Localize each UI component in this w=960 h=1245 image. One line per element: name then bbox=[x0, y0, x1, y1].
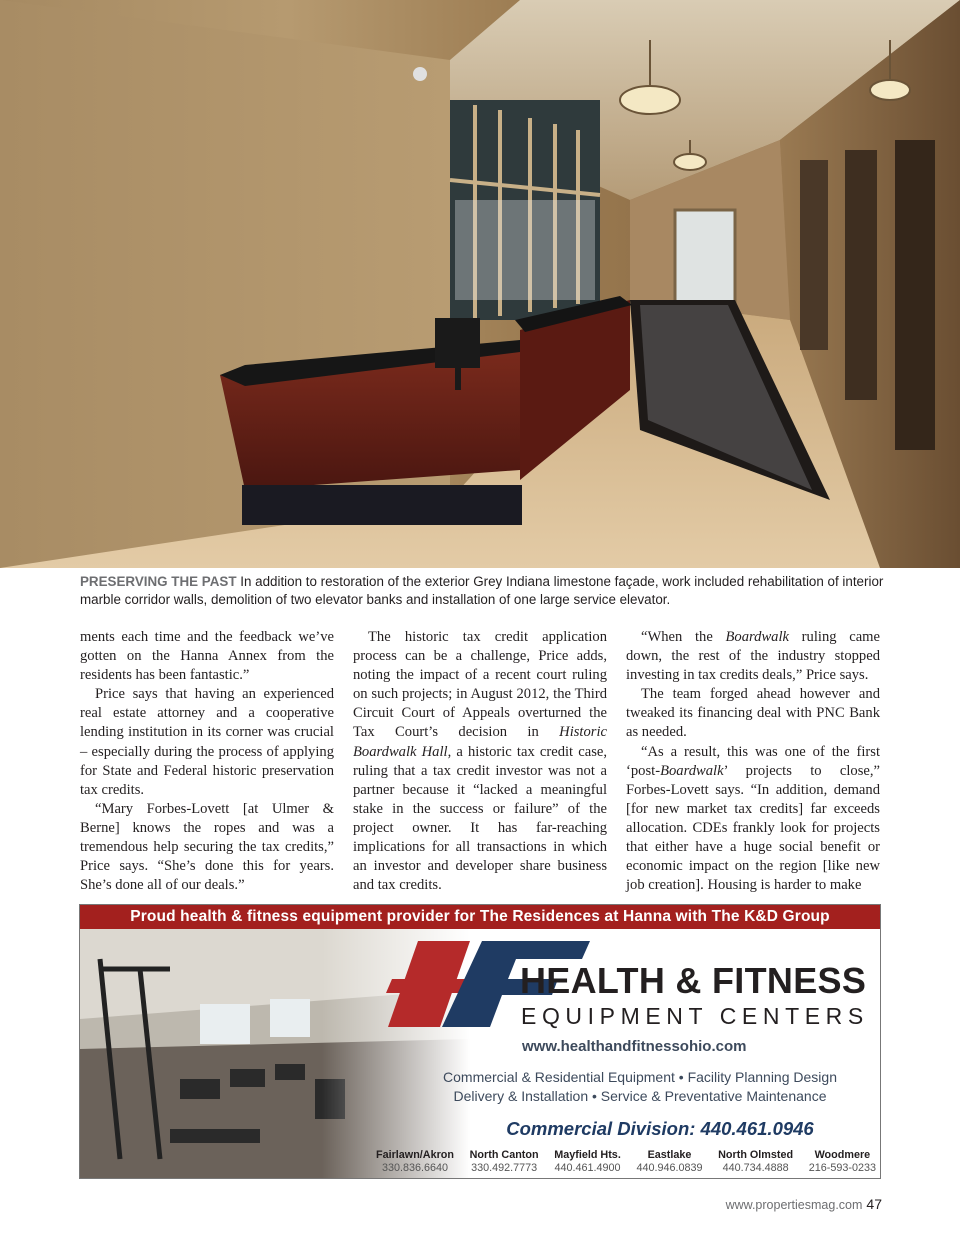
text-run: “As a result, this was one of the first ‘post- bbox=[626, 743, 880, 779]
brand-tagline: EQUIPMENT CENTERS bbox=[521, 1003, 869, 1029]
location-name: Mayfield Hts. bbox=[554, 1149, 621, 1161]
location-phone: 330.836.6640 bbox=[381, 1162, 449, 1174]
location-name: Fairlawn/Akron bbox=[376, 1149, 454, 1161]
case-name: Boardwalk bbox=[725, 629, 790, 645]
page-number: 47 bbox=[866, 1196, 882, 1212]
text-run: The historic tax credit application process can be a challenge, Price adds, noting the impact of a recent court ruling on such projects; in August 2012, the Third Circuit Court of Appeals overturned the Tax Court’s decision in bbox=[353, 629, 607, 741]
location-item bbox=[718, 1149, 793, 1175]
paragraph: “Mary Forbes-Lovett [at Ulmer & Berne] knows the ropes and was a tremendous help securing the tax credits,” Price says. “She’s done this for years. She’s done all of our deals.” bbox=[80, 800, 334, 894]
location-name: Eastlake bbox=[647, 1149, 692, 1161]
page-footer bbox=[726, 1196, 882, 1212]
location-name: North Canton bbox=[469, 1149, 539, 1161]
article-column-1 bbox=[80, 628, 334, 895]
location-item bbox=[636, 1149, 702, 1175]
caption-lead: PRESERVING THE PAST bbox=[80, 574, 237, 589]
location-name: North Olmsted bbox=[718, 1149, 794, 1161]
location-phone: 440.734.4888 bbox=[722, 1162, 789, 1174]
brand-name: HEALTH & FITNESS bbox=[520, 960, 867, 1001]
text-run: “When the bbox=[641, 629, 726, 645]
paragraph: The team forged ahead however and tweaked its financing deal with PNC Bank as needed. bbox=[626, 686, 880, 741]
case-name: Boardwalk bbox=[660, 762, 724, 779]
photo-caption bbox=[80, 573, 886, 609]
article-column-2 bbox=[353, 628, 607, 895]
location-phone: 440.461.4900 bbox=[554, 1162, 621, 1174]
services-line-1: Commercial & Residential Equipment • Facility Planning Design bbox=[443, 1069, 837, 1085]
commercial-division-phone: Commercial Division: 440.461.0946 bbox=[506, 1118, 814, 1139]
lobby-illustration bbox=[0, 0, 960, 568]
location-phone: 330.492.7773 bbox=[471, 1162, 538, 1174]
caption-text: In addition to restoration of the exterior Grey Indiana limestone façade, work included rehabilitation of interior marble corridor walls, demolition of two elevator banks and installation of one large service elevator. bbox=[80, 574, 884, 607]
case-name: Historic Boardwalk Hall bbox=[353, 724, 607, 760]
text-run: , a historic tax credit case, ruling that a tax credit investor was not a partner because it “lacked a meaningful stake in the success or failure” of the project owner. It has far-reaching implications for all transactions in which an investor and developer share business and tax credits. bbox=[353, 743, 607, 894]
article-column-3 bbox=[626, 628, 880, 895]
location-phone: 216-593-0233 bbox=[808, 1162, 876, 1174]
location-item bbox=[376, 1149, 454, 1175]
location-item bbox=[554, 1149, 621, 1175]
services-line-2: Delivery & Installation • Service & Preventative Maintenance bbox=[453, 1088, 827, 1104]
ad-website-link[interactable]: www.healthandfitnessohio.com bbox=[522, 1038, 747, 1055]
text-run: ruling came down, the rest of the industry stopped investing in tax credits deals,” Price says. bbox=[626, 629, 880, 684]
ad-banner: Proud health & fitness equipment provider for The Residences at Hanna with The K&D Group bbox=[80, 905, 880, 929]
fitness-advertisement bbox=[79, 904, 881, 1179]
location-name: Woodmere bbox=[814, 1149, 871, 1161]
text-run: ’ projects to close,” Forbes-Lovett says. “In addition, demand [for new market tax credits] far exceeds allocation. CDEs frankly look for projects that either have a huge social benefit or economic impact on the region [like new job creation]. Housing is harder to make bbox=[626, 762, 880, 894]
paragraph: ments each time and the feedback we’ve gotten on the Hanna Annex from the residents has been fantastic.” bbox=[80, 629, 334, 684]
paragraph bbox=[353, 628, 607, 895]
paragraph bbox=[626, 628, 880, 685]
paragraph: Price says that having an experienced real estate attorney and a cooperative lending institution in its corner was crucial – especially during the process of applying for State and Federal historic preservation tax credits. bbox=[80, 686, 334, 798]
footer-url[interactable]: www.propertiesmag.com bbox=[725, 1198, 863, 1212]
lobby-photo bbox=[0, 0, 960, 568]
location-item bbox=[470, 1149, 539, 1175]
paragraph bbox=[626, 743, 880, 896]
locations-list bbox=[376, 1149, 876, 1175]
location-phone: 440.946.0839 bbox=[636, 1162, 703, 1174]
location-item bbox=[809, 1149, 876, 1175]
